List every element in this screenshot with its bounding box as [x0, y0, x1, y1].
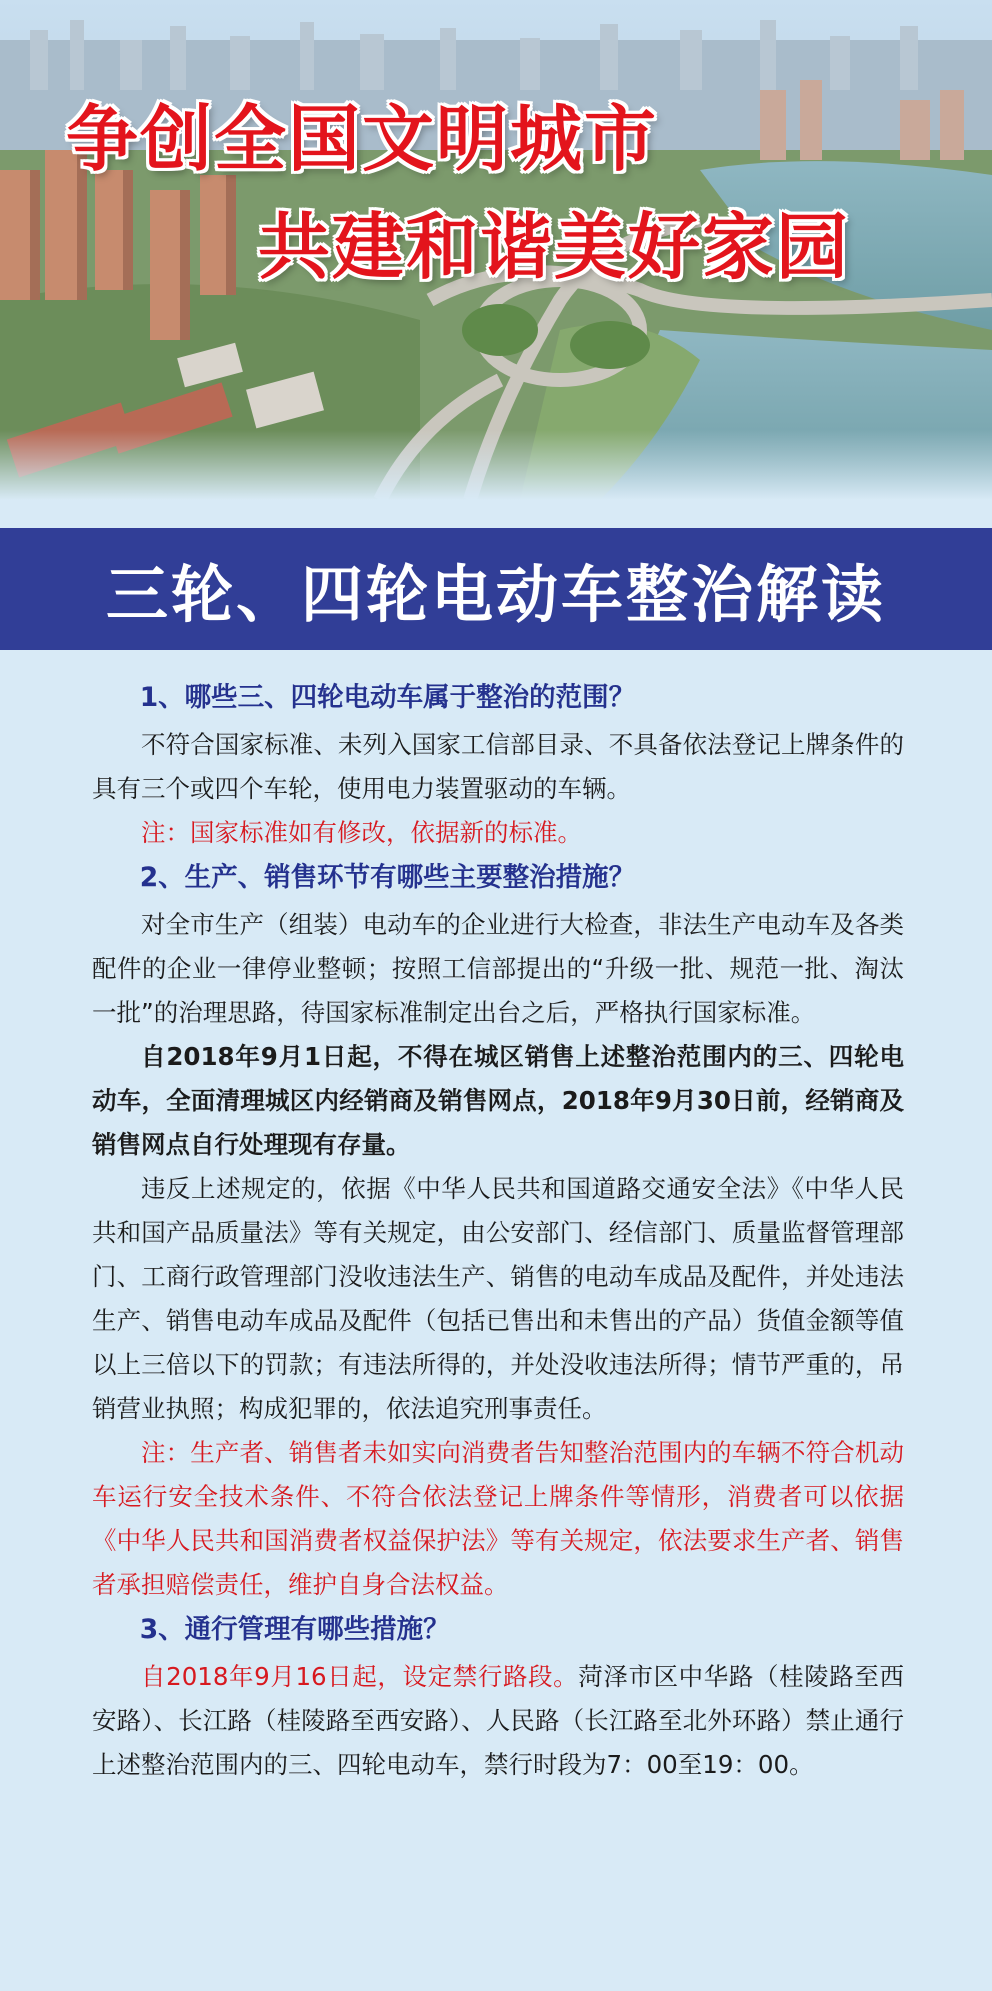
section2-paragraph-3: 违反上述规定的，依据《中华人民共和国道路交通安全法》《中华人民共和国产品质量法》等有关规定，由公安部门、经信部门、质量监督管理部门、工商行政管理部门没收违法生产、销售的电动车成品及配件，并处违法生产、销售电动车成品及配件（包括已售出和未售出的产品）货值金额等值以上三倍以下的罚款；有违法所得的，并处没收违法所得；情节严重的，吊销营业执照；构成犯罪的，依法追究刑事责任。 — [92, 1174, 904, 1423]
section3-date-phrase: 自2018年9月16日起，设定禁行路段。 — [141, 1662, 579, 1691]
hero-title-line1: 争创全国文明城市 — [66, 97, 659, 181]
section2-paragraph-2: 自2018年9月1日起，不得在城区销售上述整治范围内的三、四轮电动车，全面清理城区内经销商及销售网点，2018年9月30日前，经销商及销售网点自行处理现有存量。 — [92, 1042, 904, 1159]
section3-rest: 菏泽市区中华路（桂陵路至西安路）、长江路（桂陵路至西安路）、人民路（长江路至北外环路）禁止通行上述整治范围内的三、四轮电动车，禁行时段为7：00至19：00。 — [92, 1662, 904, 1779]
section3-paragraph — [92, 1655, 904, 1787]
hero-title-line2: 共建和谐美好家园 — [258, 205, 851, 289]
section-heading-1: 1、哪些三、四轮电动车属于整治的范围？ — [139, 682, 636, 713]
section2-note: 注：生产者、销售者未如实向消费者告知整治范围内的车辆不符合机动车运行安全技术条件、不符合依法登记上牌条件等情形，消费者可以依据《中华人民共和国消费者权益保护法》等有关规定，依法要求生产者、销售者承担赔偿责任，维护自身合法权益。 — [92, 1438, 904, 1599]
section1-note: 注：国家标准如有修改，依据新的标准。 — [141, 818, 582, 847]
section-heading-3: 3、通行管理有哪些措施？ — [139, 1614, 450, 1645]
section2-paragraph-1: 对全市生产（组装）电动车的企业进行大检查，非法生产电动车及各类配件的企业一律停业整顿；按照工信部提出的“升级一批、规范一批、淘汰一批”的治理思路，待国家标准制定出台之后，严格执行国家标准。 — [92, 910, 904, 1027]
section1-paragraph: 不符合国家标准、未列入国家工信部目录、不具备依法登记上牌条件的具有三个或四个车轮，使用电力装置驱动的车辆。 — [92, 730, 904, 803]
article-body — [92, 675, 904, 1787]
section-heading-2: 2、生产、销售环节有哪些主要整治措施？ — [139, 862, 636, 893]
band-title: 三轮、四轮电动车整治解读 — [105, 557, 886, 631]
hero-banner — [0, 0, 992, 500]
title-band — [0, 528, 992, 650]
